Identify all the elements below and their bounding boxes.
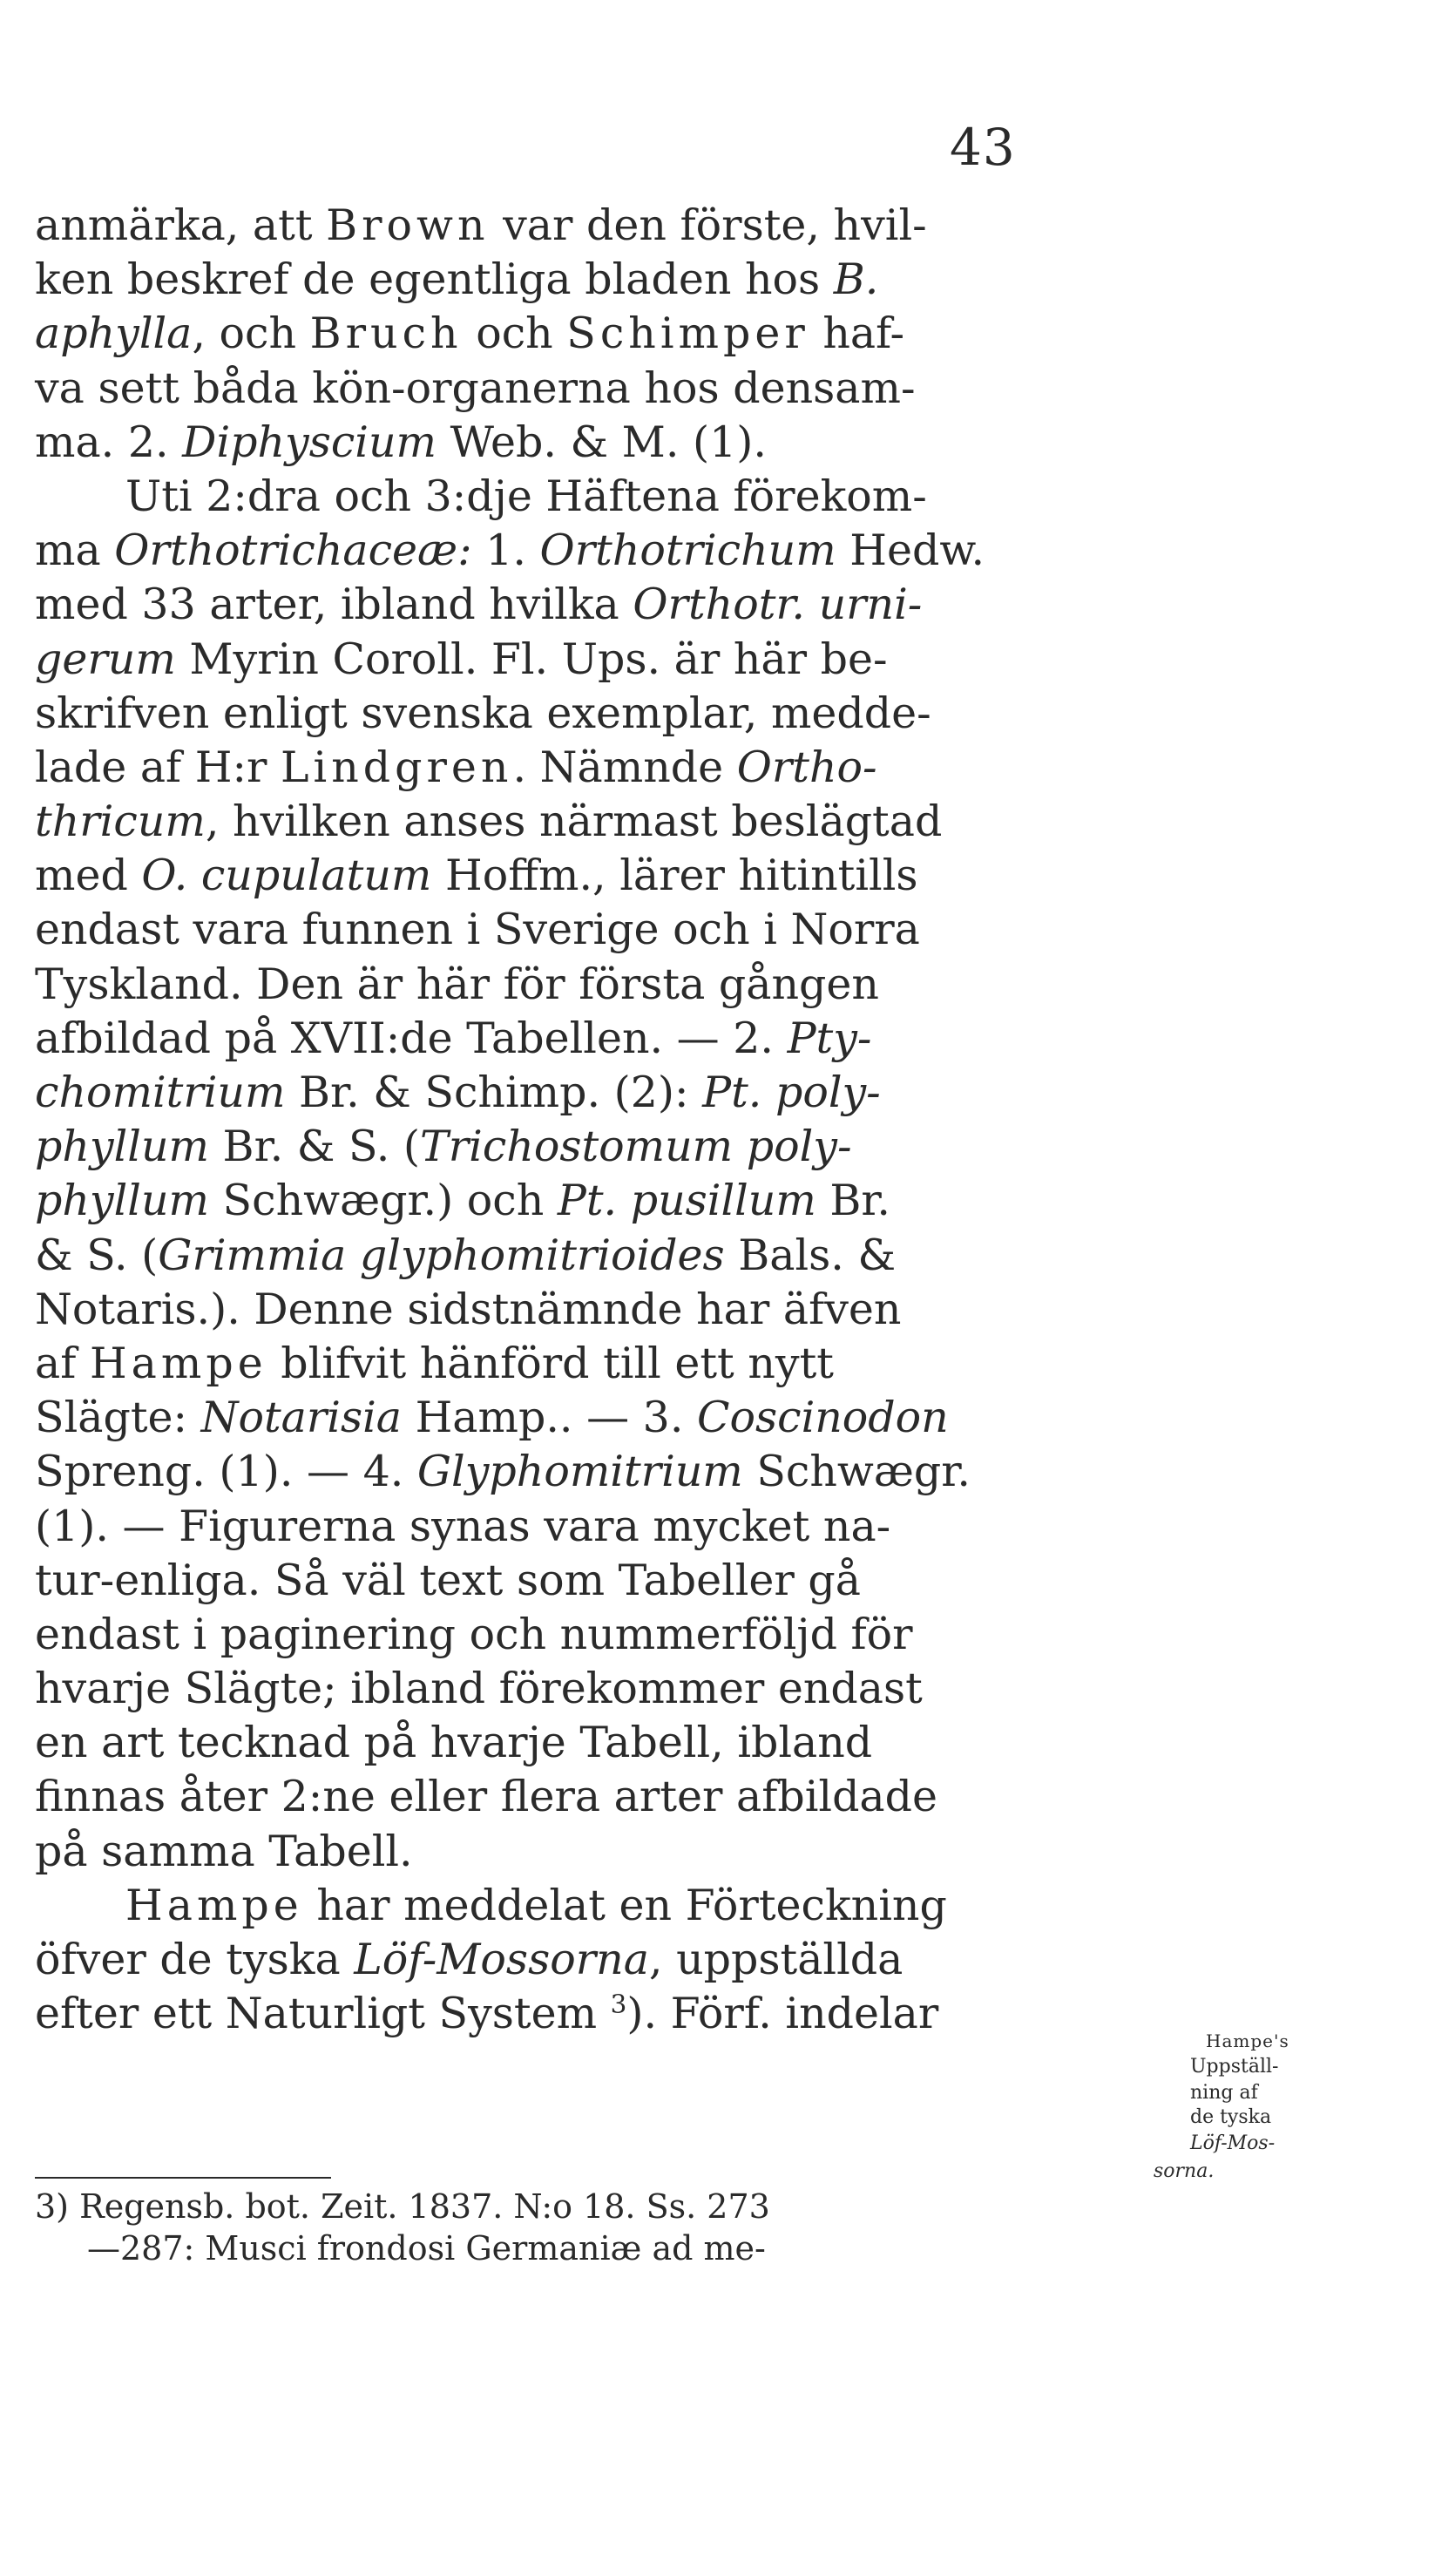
text-segment: Br. xyxy=(815,1176,891,1226)
footnote-line: 3) Regensb. bot. Zeit. 1837. N:o 18. Ss. 273 xyxy=(35,2187,770,2226)
text-line xyxy=(35,578,1115,632)
text-line xyxy=(35,470,1115,524)
text-segment: var den förste, hvil- xyxy=(489,200,927,250)
text-segment: va sett båda kön-organerna hos densam- xyxy=(35,363,916,413)
text-line xyxy=(35,1229,1115,1283)
text-segment: 3 xyxy=(610,1989,627,2019)
text-segment: och xyxy=(462,308,567,359)
text-line xyxy=(35,1012,1115,1066)
text-line xyxy=(35,1066,1115,1120)
text-line xyxy=(35,849,1115,903)
text-segment: 1. xyxy=(471,525,540,576)
text-segment: Hamp.. — 3. xyxy=(402,1393,697,1443)
margin-note-hampes: Hampe's xyxy=(1206,2030,1289,2051)
text-segment: Br. & S. ( xyxy=(208,1122,421,1172)
text-segment: Trichostomum poly- xyxy=(420,1122,852,1172)
text-line xyxy=(35,741,1115,795)
text-segment: haf- xyxy=(809,308,905,359)
text-segment: Hampe xyxy=(89,1338,267,1388)
text-segment: Coscinodon xyxy=(696,1393,949,1443)
text-segment: finnas åter 2:ne eller flera arter afbildade xyxy=(35,1772,938,1822)
text-segment: ma xyxy=(35,525,115,576)
margin-note-sorna: sorna. xyxy=(1154,2160,1215,2182)
text-segment: . Nämnde xyxy=(512,742,737,792)
text-segment: B. xyxy=(833,254,879,305)
text-line xyxy=(35,1500,1115,1554)
text-segment: lade af H:r xyxy=(35,742,281,792)
text-line xyxy=(35,416,1115,470)
text-segment: Schwægr. xyxy=(742,1447,971,1497)
text-line xyxy=(35,1987,1115,2041)
text-segment: afbildad på XVII:de Tabellen. — 2. xyxy=(35,1013,788,1063)
text-segment: Brown xyxy=(326,200,490,250)
text-segment: , och xyxy=(192,308,310,359)
text-segment: Web. & M. (1). xyxy=(436,417,767,467)
text-segment: Tyskland. Den är här för första gången xyxy=(35,959,879,1009)
text-segment: Pt. poly- xyxy=(702,1068,881,1117)
text-segment: Lindgren xyxy=(281,742,513,792)
text-segment: aphylla xyxy=(35,308,193,359)
margin-note-ning-af: ning af xyxy=(1190,2082,1258,2104)
text-segment: af xyxy=(35,1338,90,1388)
text-line xyxy=(35,1445,1115,1499)
text-segment: med 33 arter, ibland hvilka xyxy=(35,580,633,630)
text-line xyxy=(35,687,1115,741)
text-line xyxy=(35,958,1115,1012)
text-line xyxy=(35,1716,1115,1770)
text-segment: blifvit hänförd till ett nytt xyxy=(267,1338,834,1388)
text-segment: Schimper xyxy=(566,308,809,359)
text-segment: ken beskref de egentliga bladen hos xyxy=(35,254,834,305)
margin-note-de-tyska: de tyska xyxy=(1190,2106,1272,2128)
text-line xyxy=(35,253,1115,307)
text-segment: på samma Tabell. xyxy=(35,1826,413,1876)
text-segment: Bals. & xyxy=(724,1230,897,1280)
text-segment: Glyphomitrium xyxy=(416,1447,743,1497)
text-segment: ma. 2. xyxy=(35,417,183,467)
text-line xyxy=(35,1554,1115,1608)
text-segment: phyllum xyxy=(35,1122,209,1172)
text-segment: thricum xyxy=(35,797,206,847)
text-segment: Pt. pusillum xyxy=(557,1176,816,1226)
text-segment: efter ett Naturligt System xyxy=(35,1989,611,2039)
text-segment: Spreng. (1). — 4. xyxy=(35,1447,417,1497)
text-line xyxy=(35,1337,1115,1391)
text-segment: ). Förf. indelar xyxy=(626,1989,939,2039)
text-segment: Löf-Mossorna xyxy=(354,1935,649,1984)
text-segment: Grimmia glyphomitrioides xyxy=(158,1230,725,1280)
text-line xyxy=(35,362,1115,416)
text-segment: endast vara funnen i Sverige och i Norra xyxy=(35,905,920,955)
text-segment: Uti 2:dra och 3:dje Häftena förekom- xyxy=(125,471,927,521)
text-segment: gerum xyxy=(35,634,176,684)
text-segment: anmärka, att xyxy=(35,200,327,250)
text-segment: Bruch xyxy=(309,308,463,359)
text-line xyxy=(35,1662,1115,1716)
text-segment: chomitrium xyxy=(35,1068,286,1117)
text-segment: Schwægr.) och xyxy=(208,1176,558,1226)
text-line xyxy=(35,1608,1115,1662)
text-segment: Orthotrichum xyxy=(539,525,836,576)
text-segment: med xyxy=(35,851,142,901)
margin-note-lof-mos: Löf-Mos- xyxy=(1190,2132,1276,2154)
text-segment: Myrin Coroll. Fl. Ups. är här be- xyxy=(175,634,888,684)
text-segment: endast i paginering och nummerföljd för xyxy=(35,1609,913,1659)
text-segment: Hoffm., lärer hitintills xyxy=(431,851,918,901)
text-segment: tur-enliga. Så väl text som Tabeller gå xyxy=(35,1555,862,1605)
text-line xyxy=(35,1825,1115,1879)
text-segment: Hedw. xyxy=(836,525,985,576)
text-segment: öfver de tyska xyxy=(35,1935,355,1984)
text-segment: Orthotrichaceæ: xyxy=(114,525,472,576)
text-line xyxy=(35,1174,1115,1228)
text-line xyxy=(35,1391,1115,1445)
text-segment: skrifven enligt svenska exemplar, medde- xyxy=(35,688,931,738)
text-segment: hvarje Slägte; ibland förekommer endast xyxy=(35,1664,923,1714)
text-segment: Ortho- xyxy=(736,742,877,792)
text-line xyxy=(35,795,1115,849)
text-segment: Notarisia xyxy=(200,1393,402,1443)
footnote-rule xyxy=(35,2177,331,2179)
text-line xyxy=(35,1879,1115,1933)
text-line xyxy=(35,1120,1115,1174)
text-segment: & S. ( xyxy=(35,1230,159,1280)
text-segment: (1). — Figurerna synas vara mycket na- xyxy=(35,1501,891,1551)
text-segment: Diphyscium xyxy=(182,417,437,467)
text-line xyxy=(35,633,1115,687)
text-segment: Slägte: xyxy=(35,1393,201,1443)
text-segment: Notaris.). Denne sidstnämnde har äfven xyxy=(35,1284,902,1334)
text-line xyxy=(35,1770,1115,1824)
text-segment: , uppställda xyxy=(648,1935,903,1984)
text-segment: O. cupulatum xyxy=(141,851,432,901)
margin-note-uppstall: Uppställ- xyxy=(1190,2056,1279,2078)
text-segment: phyllum xyxy=(35,1176,209,1226)
body-text xyxy=(35,199,1115,2041)
text-line xyxy=(35,524,1115,578)
text-line xyxy=(35,1283,1115,1337)
text-segment: Hampe xyxy=(125,1880,303,1930)
footnote-line: —287: Musci frondosi Germaniæ ad me- xyxy=(87,2229,766,2268)
footnote xyxy=(35,2186,1115,2269)
page-number: 43 xyxy=(950,118,1016,177)
text-line xyxy=(35,307,1115,361)
text-segment: har meddelat en Förteckning xyxy=(302,1880,947,1930)
text-segment: Br. & Schimp. (2): xyxy=(285,1068,703,1117)
text-segment: en art tecknad på hvarje Tabell, ibland xyxy=(35,1718,873,1768)
text-line xyxy=(35,903,1115,957)
text-line xyxy=(35,199,1115,253)
text-segment: Pty- xyxy=(787,1013,872,1063)
text-line xyxy=(35,1933,1115,1987)
text-segment: , hvilken anses närmast beslägtad xyxy=(205,797,943,847)
text-segment: Orthotr. urni- xyxy=(633,580,923,630)
